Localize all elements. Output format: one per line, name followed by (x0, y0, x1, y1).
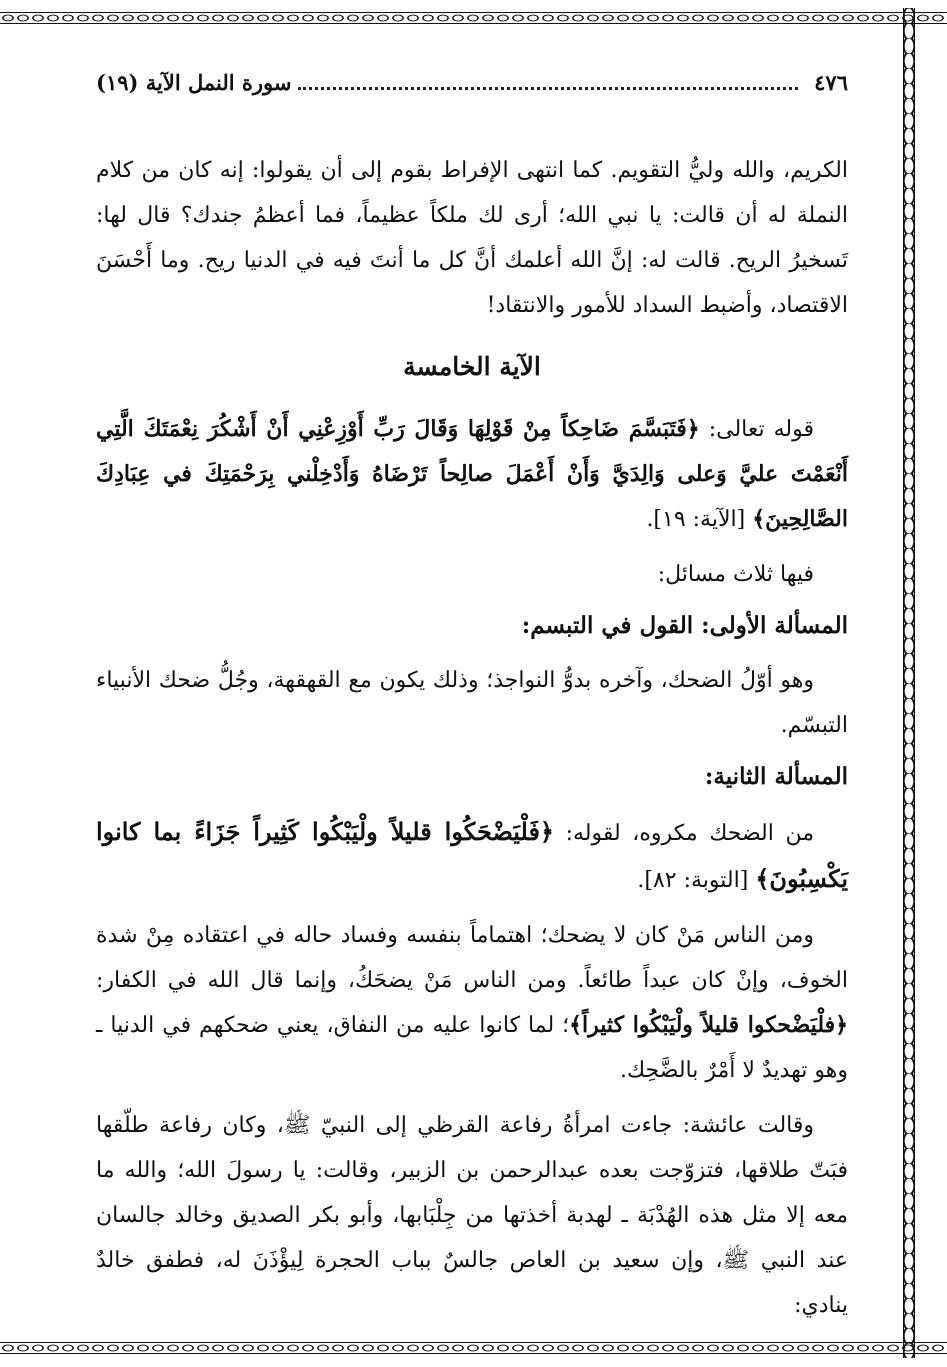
section-title: الآية الخامسة (403, 352, 541, 381)
issue2-paragraph1 (96, 809, 848, 903)
issue2-p2-b: ؛ لما كانوا عليه من النفاق، يعني ضحكهم في الدنيا ـ وهو تهديدٌ لا أَمْرٌ بالضَّحِك. (96, 1013, 848, 1083)
page-border-right (899, 8, 919, 1358)
issue2-paragraph3: وقالت عائشة: جاءت امرأةُ رفاعة القرظي إلى النبيّ ﷺ، وكان رفاعة طلّقها فبَتّ طلاقها، فتزوّجت بعده عبدالرحمن بن الزبير، وقالت: يا رسولَ الله؛ والله ما معه إلا مثل هذه الهُدْبَة ـ لهدبة أخذتها من جِلْبَابها، وأبو بكر الصديق وخالد جالسان عند النبي ﷺ، وإن سعيد بن العاص جالسٌ بباب الحجرة لِيؤْذَنَ له، فطفق خالدٌ ينادي: (96, 1113, 848, 1318)
verse-text: ﴿فَتَبَسَّمَ ضَاحِكاً مِنْ قَوْلِهَا وَقَالَ رَبِّ أَوْزِعْنِي أَنْ أَشْكُرَ نِعْمَتَكَ الَّتِي أَنْعَمْتَ عليَّ وَعلى وَالِدَيَّ وَأَنْ أَعْمَلَ صالِحاً تَرْضَاهُ وَأَدْخِلْني بِرَحْمَتِكَ في عِبَادِكَ الصَّالِحِينَ﴾ (96, 416, 848, 532)
sura-title: سورة النمل الآية (١٩) (96, 70, 292, 95)
verse-paragraph (96, 407, 848, 542)
issues-intro: فيها ثلاث مسائل: (657, 562, 814, 587)
issue2-p1-prefix: من الضحك مكروه، لقوله: (554, 821, 814, 846)
intro-paragraph: الكريم، والله وليُّ التقويم. كما انتهى الإفراط بقوم إلى أن يقولوا: إنه كان من كلام النملة له أن قالت: يا نبي الله؛ أرى لك ملكاً عظيماً، فما أعظمُ جندك؟ قال لها: تَسخيرُ الريح. قالت له: إنَّ الله أعلمك أنَّ كل ما أنتَ فيه في الدنيا ريح. وما أَحْسَنَ الاقتصاد، وأضبط السداد للأمور والانتقاد! (96, 158, 848, 318)
running-header (96, 70, 848, 110)
header-leader-dots (298, 87, 799, 90)
issue2-p2-a: ومن الناس مَنْ كان لا يضحك؛ اهتماماً بنفسه وفساد حاله في اعتقاده مِنْ شدة الخوف، وإنْ كان عبداً طائعاً. ومن الناس مَنْ يضحَكُ، وإنما قال الله في الكفار: (96, 923, 848, 993)
page-number: ٤٧٦ (814, 70, 848, 95)
page-border-bottom (0, 1338, 947, 1358)
verse-prefix: قوله تعالى: (699, 417, 814, 442)
verse-reference: [الآية: ١٩]. (646, 507, 753, 532)
issue2-p1-reference: [التوبة: ٨٢]. (637, 868, 756, 893)
issue1-title: المسألة الأولى: القول في التبسم: (521, 612, 848, 639)
issue2-title: المسألة الثانية: (704, 763, 848, 790)
page-border-top (0, 8, 947, 28)
issue2-paragraph2 (96, 913, 848, 1093)
issue1-text: وهو أوّلُ الضحك، وآخره بدوُّ النواجذ؛ وذلك يكون مع القهقهة، وجُلُّ ضحك الأنبياء التبسّم. (96, 668, 848, 738)
issue2-p2-quote: ﴿فلْيَضْحكوا قليلاً ولْيَبْكُوا كثيراً﴾ (569, 1012, 849, 1038)
book-page (96, 70, 848, 1328)
issue2-p1-quote: ﴿فَلْيَضْحَكُوا قليلاً ولْيَبْكُوا كَثِيراً جَزَاءً بما كانوا يَكْسِبُونَ﴾ (96, 817, 848, 893)
